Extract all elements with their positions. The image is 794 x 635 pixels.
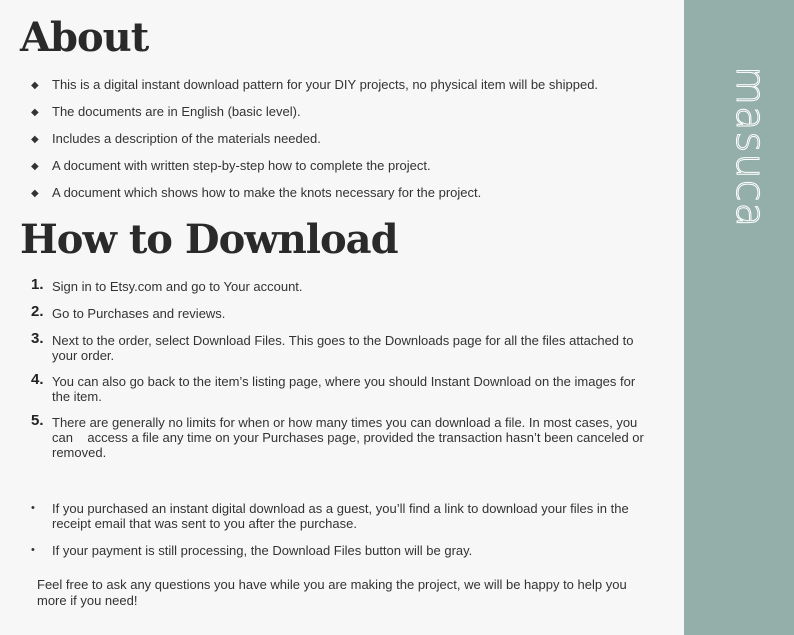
brand-logo: masuca bbox=[727, 66, 773, 229]
about-item-text: A document which shows how to make the knots necessary for the project. bbox=[52, 185, 482, 200]
step-item bbox=[31, 330, 651, 374]
step-number: 5. bbox=[31, 412, 44, 429]
step-item bbox=[31, 303, 651, 333]
step-text: Sign in to Etsy.com and go to Your account. bbox=[52, 279, 303, 294]
step-number: 1. bbox=[31, 276, 44, 293]
note-text: If your payment is still processing, the Download Files button will be gray. bbox=[52, 543, 473, 558]
note-item bbox=[31, 501, 651, 543]
about-list bbox=[31, 77, 641, 212]
footer-note: Feel free to ask any questions you have while you are making the project, we will be happy to help you more if you need! bbox=[37, 577, 627, 608]
step-number: 2. bbox=[31, 303, 44, 320]
note-item bbox=[31, 543, 651, 570]
diamond-bullet-icon: ◆ bbox=[31, 161, 39, 172]
dot-bullet-icon: • bbox=[31, 544, 35, 556]
download-heading: How to Download bbox=[20, 216, 398, 263]
about-item bbox=[31, 185, 641, 212]
download-notes bbox=[31, 501, 651, 570]
about-item bbox=[31, 158, 641, 185]
about-item-text: Includes a description of the materials needed. bbox=[52, 131, 321, 146]
about-item bbox=[31, 77, 641, 104]
about-item-text: A document with written step-by-step how to complete the project. bbox=[52, 158, 431, 173]
dot-bullet-icon: • bbox=[31, 502, 35, 514]
about-item-text: This is a digital instant download pattern for your DIY projects, no physical item will be shipped. bbox=[52, 77, 599, 92]
about-heading: About bbox=[20, 14, 149, 61]
step-text: Next to the order, select Download Files. This goes to the Downloads page for all the files attached to your order. bbox=[52, 333, 634, 363]
about-item bbox=[31, 131, 641, 158]
download-steps bbox=[31, 276, 651, 460]
about-item bbox=[31, 104, 641, 131]
step-text: You can also go back to the item’s listing page, where you should Instant Download on the images for the item. bbox=[52, 374, 636, 404]
diamond-bullet-icon: ◆ bbox=[31, 80, 39, 91]
step-item bbox=[31, 371, 651, 415]
about-item-text: The documents are in English (basic level). bbox=[52, 104, 301, 119]
diamond-bullet-icon: ◆ bbox=[31, 134, 39, 145]
step-text: There are generally no limits for when or how many times you can download a file. In most cases, you can access a file any time on your Purchases page, provided the transaction hasn’t been canceled or removed. bbox=[52, 415, 648, 460]
step-number: 3. bbox=[31, 330, 44, 347]
step-item bbox=[31, 276, 651, 306]
step-item bbox=[31, 412, 651, 460]
step-text: Go to Purchases and reviews. bbox=[52, 306, 226, 321]
diamond-bullet-icon: ◆ bbox=[31, 188, 39, 199]
step-number: 4. bbox=[31, 371, 44, 388]
note-text: If you purchased an instant digital download as a guest, you’ll find a link to download your files in the receipt email that was sent to you after the purchase. bbox=[52, 501, 629, 531]
diamond-bullet-icon: ◆ bbox=[31, 107, 39, 118]
